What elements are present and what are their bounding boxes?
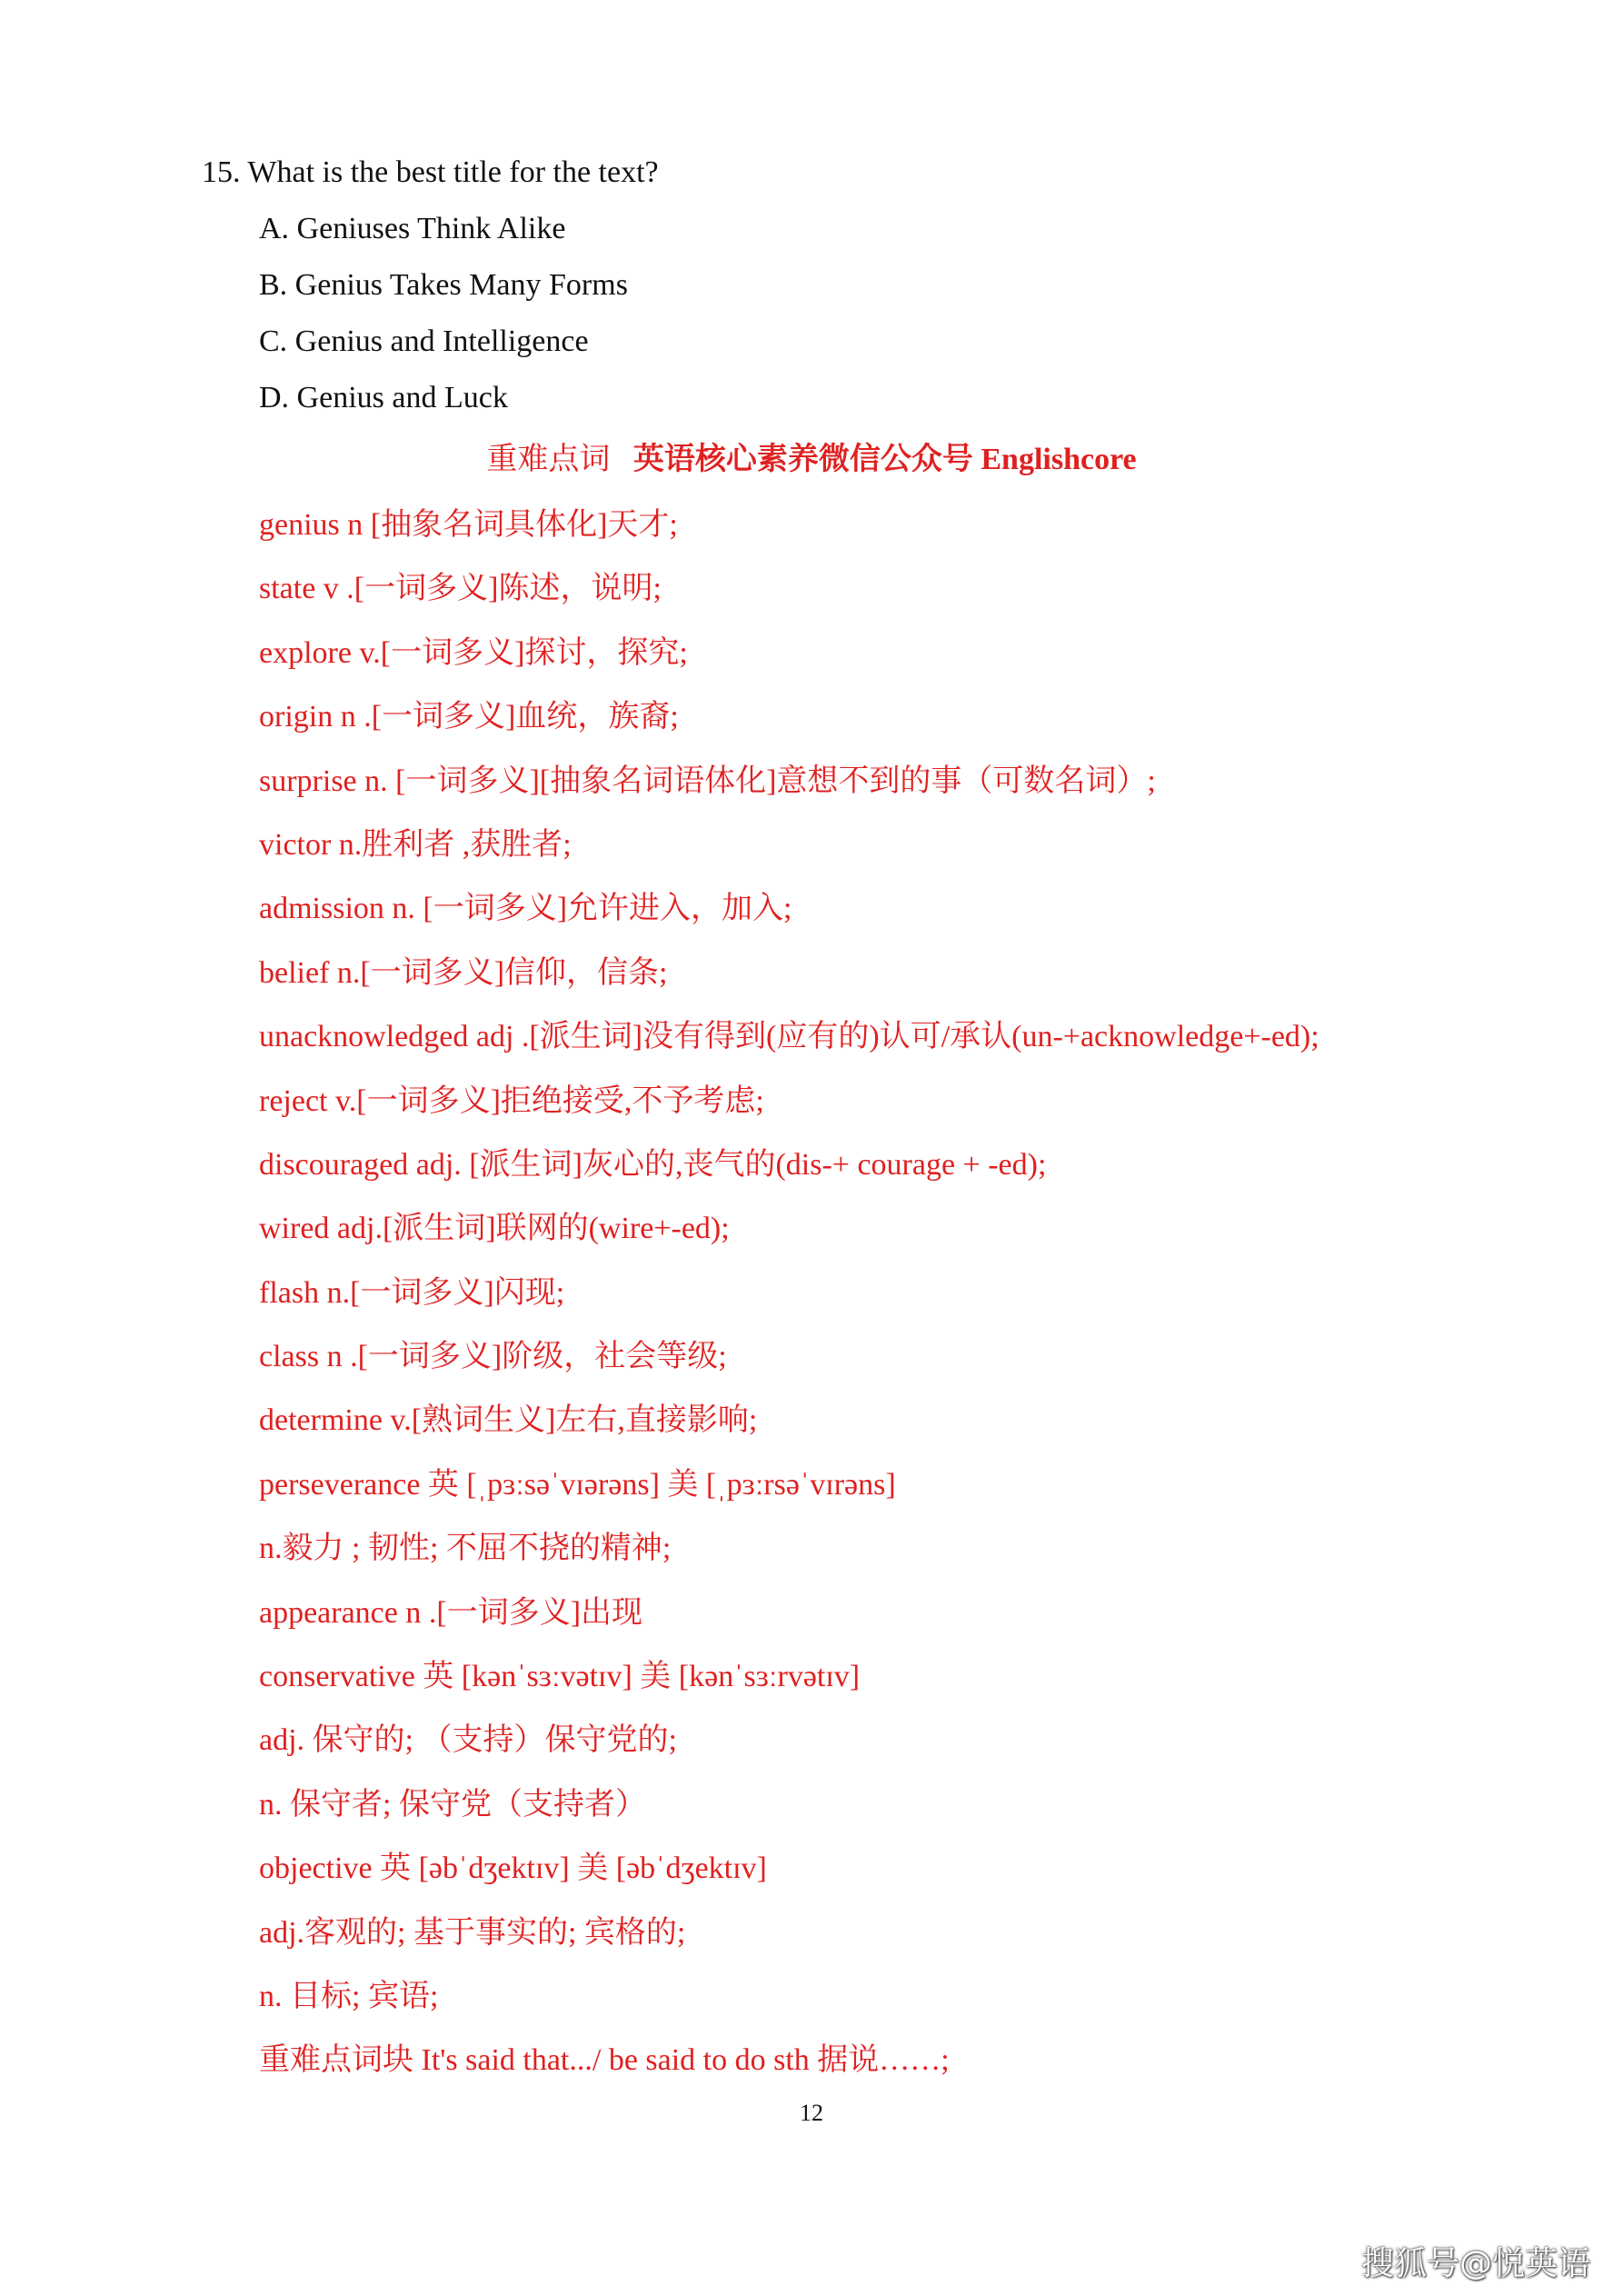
- option-d: D. Genius and Luck: [259, 381, 508, 414]
- vocab-item: n.毅力 ; 韧性; 不屈不挠的精神;: [259, 1532, 672, 1566]
- option-a: A. Geniuses Think Alike: [259, 212, 566, 245]
- vocab-item: genius n [抽象名词具体化]天才;: [259, 508, 678, 542]
- vocab-item: surprise n. [一词多义][抽象名词语体化]意想不到的事（可数名词）;: [259, 764, 1156, 798]
- vocab-item: perseverance 英 [ˌpɜːsəˈvɪərəns] 美 [ˌpɜːrsəˈvɪrəns]: [259, 1467, 896, 1502]
- vocab-item: determine v.[熟词生义]左右,直接影响;: [259, 1403, 758, 1438]
- option-b: B. Genius Takes Many Forms: [259, 268, 628, 302]
- vocab-item: n. 目标; 宾语;: [259, 1979, 439, 2013]
- vocab-item: 重难点词块 It's said that.../ be said to do sth 据说……;: [259, 2043, 950, 2078]
- section-heading-bold: 英语核心素养微信公众号 Englishcore: [632, 443, 1137, 476]
- vocab-item: unacknowledged adj .[派生词]没有得到(应有的)认可/承认(un-+acknowledge+-ed);: [259, 1020, 1319, 1054]
- vocab-item: class n .[一词多义]阶级，社会等级;: [259, 1340, 727, 1374]
- vocab-item: adj. 保守的; （支持）保守党的;: [259, 1723, 677, 1758]
- vocab-item: belief n.[一词多义]信仰，信条;: [259, 955, 668, 990]
- vocab-item: victor n.胜利者 ,获胜者;: [259, 827, 572, 862]
- vocab-item: wired adj.[派生词]联网的(wire+-ed);: [259, 1212, 730, 1246]
- page-number: 12: [800, 2100, 823, 2126]
- option-c: C. Genius and Intelligence: [259, 324, 589, 358]
- watermark: 搜狐号@悦英语: [1360, 2245, 1590, 2282]
- vocab-item: admission n. [一词多义]允许进入，加入;: [259, 892, 792, 926]
- vocab-item: reject v.[一词多义]拒绝接受,不予考虑;: [259, 1083, 764, 1118]
- vocabulary-list: [259, 505, 1319, 2105]
- vocab-item: flash n.[一词多义]闪现;: [259, 1275, 565, 1310]
- vocab-item: conservative 英 [kənˈsɜːvətɪv] 美 [kənˈsɜːrvətɪv]: [259, 1660, 861, 1694]
- vocab-item: explore v.[一词多义]探讨，探究;: [259, 635, 688, 670]
- vocab-item: appearance n .[一词多义]出现: [259, 1595, 643, 1630]
- answer-options: [259, 209, 628, 434]
- vocab-item: origin n .[一词多义]血统，族裔;: [259, 700, 679, 734]
- vocab-item: discouraged adj. [派生词]灰心的,丧气的(dis-+ courage + -ed);: [259, 1147, 1047, 1182]
- section-heading: [0, 440, 1623, 480]
- question-text: 15. What is the best title for the text?: [202, 155, 659, 189]
- section-heading-label: 重难点词: [486, 443, 611, 476]
- vocab-item: state v .[一词多义]陈述，说明;: [259, 572, 662, 606]
- vocab-item: objective 英 [əbˈdʒektɪv] 美 [əbˈdʒektɪv]: [259, 1852, 767, 1886]
- vocab-item: n. 保守者; 保守党（支持者）: [259, 1787, 646, 1822]
- vocab-item: adj.客观的; 基于事实的; 宾格的;: [259, 1915, 686, 1950]
